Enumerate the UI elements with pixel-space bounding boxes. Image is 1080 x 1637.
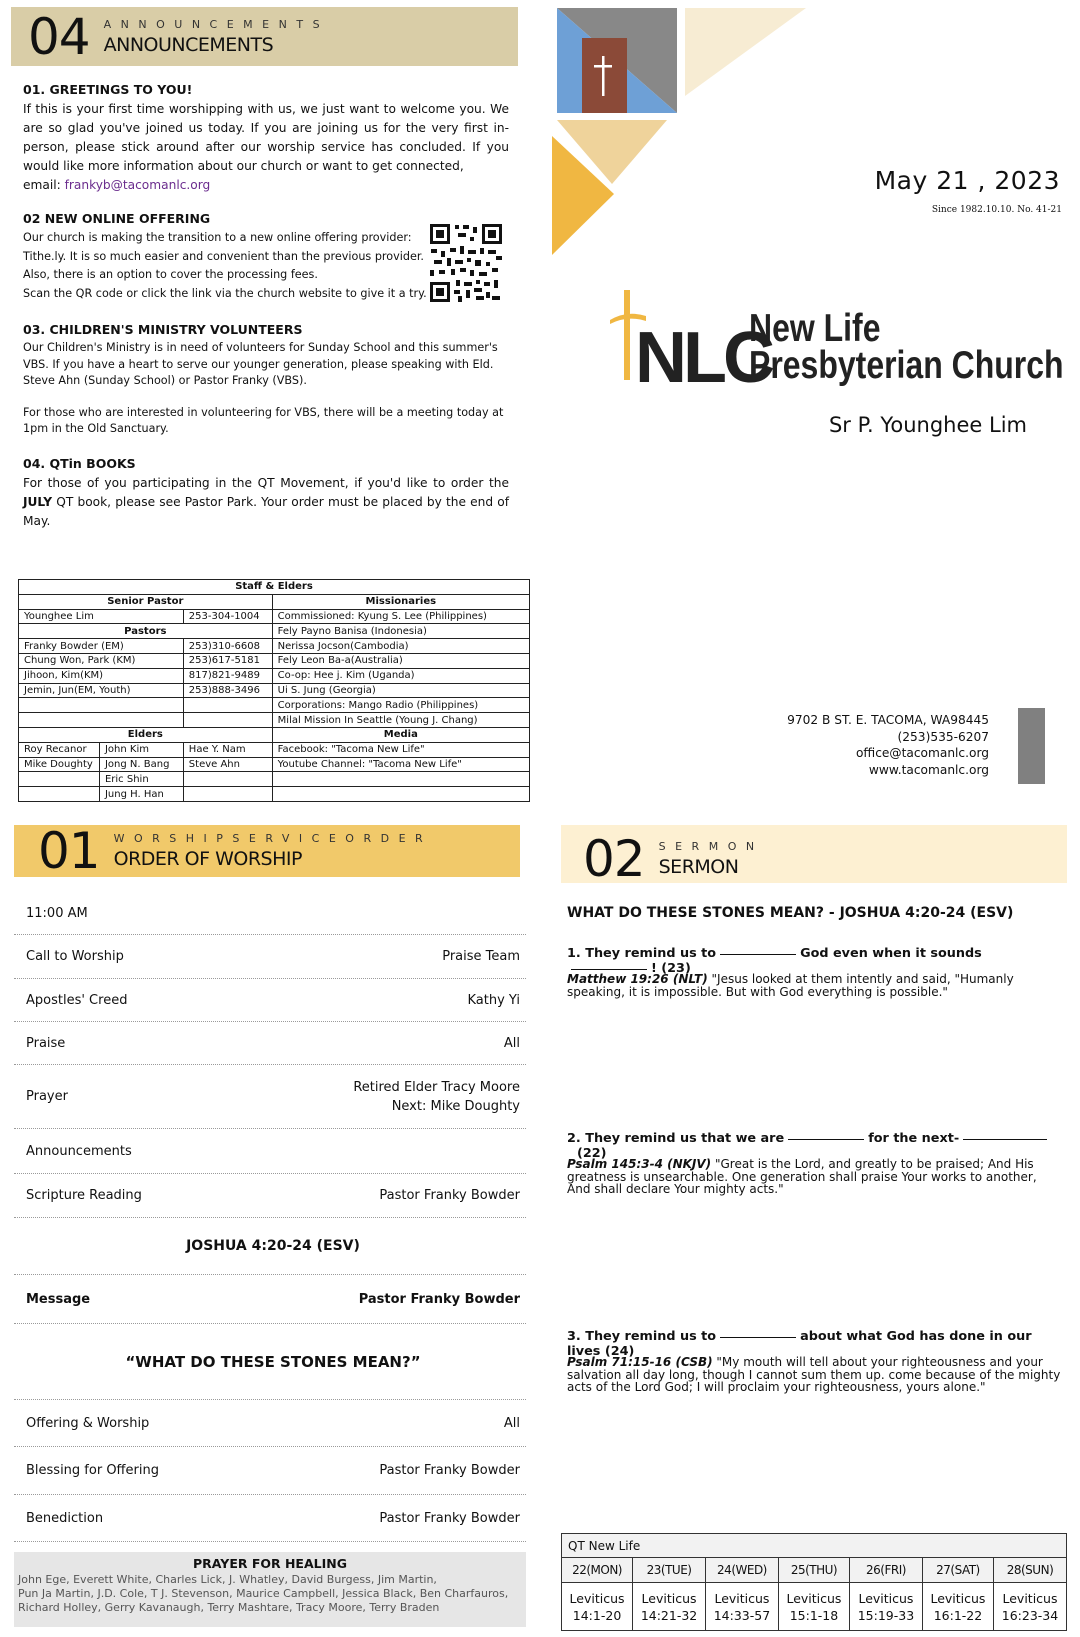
worship-item-label: Call to Worship xyxy=(26,949,124,964)
worship-item-label: Benediction xyxy=(26,1510,104,1526)
announcements-subtitle: ANNOUNCEMENTS xyxy=(103,17,330,31)
pastor-phone: 817)821-9489 xyxy=(183,668,272,683)
greetings-body: If this is your first time worshipping with us, we just want to welcome you. We are so glad you've joined us today. If you are joining us for the very first in-person, please stick around after our worship service has concluded. If you would like more information about our church or want to get connected, xyxy=(23,102,509,173)
elder-name xyxy=(183,787,272,802)
empty-cell xyxy=(183,698,272,713)
pastor-name: Jemin, Jun(EM, Youth) xyxy=(19,683,184,698)
email-link[interactable]: frankyb@tacomanlc.org xyxy=(64,178,211,192)
prayer-leader: Retired Elder Tracy Moore xyxy=(353,1079,520,1095)
sermon-verse xyxy=(567,1356,1063,1394)
message-row xyxy=(14,1275,526,1324)
prayer-for-healing xyxy=(14,1552,526,1627)
qt-passage: 16:23-34 xyxy=(1001,1607,1059,1623)
offering-line: Also, there is an option to cover the processing fees. xyxy=(23,268,318,281)
qt-book: Leviticus xyxy=(930,1590,986,1606)
qt-day: 27(SAT) xyxy=(922,1558,993,1583)
address-street: 9702 B ST. E. TACOMA, WA98445 xyxy=(787,713,989,727)
senior-pastor-header: Senior Pastor xyxy=(19,594,273,609)
qt-title: QT New Life xyxy=(562,1534,1067,1558)
point-text: for the next- xyxy=(868,1131,960,1146)
sermon-heading: WHAT DO THESE STONES MEAN? - JOSHUA 4:20-24 (ESV) xyxy=(567,905,1014,921)
point-text: about what God has done in our lives (24) xyxy=(567,1329,1032,1359)
elders-header: Elders xyxy=(19,727,273,742)
church-name-line1: New Life xyxy=(749,307,881,350)
offering-line: Scan the QR code or click the link via the church website to give it a try. xyxy=(23,286,427,300)
sermon-title-header: SERMON xyxy=(658,856,739,878)
qt-day: 24(WED) xyxy=(706,1558,779,1583)
qt-passage: 14:33-57 xyxy=(713,1607,771,1623)
verse-reference: Psalm 71:15-16 (CSB) xyxy=(567,1355,713,1369)
missionary: Nerissa Jocson(Cambodia) xyxy=(272,639,529,654)
empty-cell xyxy=(183,713,272,728)
qt-day: 28(SUN) xyxy=(994,1558,1067,1583)
media-header: Media xyxy=(272,727,529,742)
church-name xyxy=(749,307,1064,387)
worship-header xyxy=(14,822,433,880)
qt-book: Leviticus xyxy=(786,1590,842,1606)
point-text: 3. They remind us to xyxy=(567,1329,717,1344)
missionaries-header: Missionaries xyxy=(272,594,529,609)
point-text: (22) xyxy=(577,1146,607,1161)
address-gray-bar xyxy=(1018,708,1045,784)
worship-time-row xyxy=(14,893,526,935)
worship-item xyxy=(14,1174,526,1218)
announcements-number: 04 xyxy=(28,7,90,66)
worship-item-value: Pastor Franky Bowder xyxy=(379,1510,520,1526)
staff-table xyxy=(18,579,530,802)
elder-name xyxy=(19,787,100,802)
verse-reference: Psalm 145:3-4 (NKJV) xyxy=(567,1157,712,1171)
elder-name: John Kim xyxy=(99,742,183,757)
qtin-body-pre: For those of you participating in the QT Movement, if you'd like to order the xyxy=(23,476,509,490)
pastor-phone: 253)888-3496 xyxy=(183,683,272,698)
qt-book: Leviticus xyxy=(1002,1590,1058,1606)
children-block xyxy=(23,320,509,438)
worship-title: ORDER OF WORSHIP xyxy=(113,848,302,870)
senior-pastor-title: Sr P. Younghee Lim xyxy=(828,413,1027,437)
worship-item xyxy=(14,1129,526,1174)
children-heading: 03. CHILDREN'S MINISTRY VOLUNTEERS xyxy=(23,322,303,337)
address-website[interactable]: www.tacomanlc.org xyxy=(868,762,989,777)
worship-item xyxy=(14,1495,526,1542)
prayer-names-line: Richard Holley, Gerry Kavanaugh, Terry Mashtare, Tracy Moore, Terry Braden xyxy=(18,1601,440,1614)
fill-in-blank[interactable] xyxy=(571,969,647,970)
elder-name: Roy Recanor xyxy=(19,742,100,757)
empty-cell xyxy=(272,787,529,802)
email-label: email: xyxy=(23,178,65,192)
worship-item-value xyxy=(353,1078,520,1116)
elder-name xyxy=(19,772,100,787)
elder-name: Jung H. Han xyxy=(99,787,183,802)
sermon-verse xyxy=(567,973,1063,998)
qr-code[interactable] xyxy=(430,224,502,302)
cover-graphic xyxy=(552,8,812,256)
elder-name: Mike Doughty xyxy=(19,757,100,772)
missionary: Corporations: Mango Radio (Philippines) xyxy=(272,698,529,713)
qtin-block xyxy=(23,454,509,531)
qtin-body xyxy=(23,474,509,531)
qt-day: 26(FRI) xyxy=(850,1558,923,1583)
elder-name xyxy=(183,772,272,787)
qt-reading xyxy=(922,1583,993,1631)
pastor-name: Franky Bowder (EM) xyxy=(19,639,184,654)
qt-day: 22(MON) xyxy=(562,1558,633,1583)
senior-pastor-name: Younghee Lim xyxy=(19,609,184,624)
qt-book: Leviticus xyxy=(714,1590,770,1606)
worship-time: 11:00 AM xyxy=(26,906,88,921)
qt-reading xyxy=(994,1583,1067,1631)
sermon-header xyxy=(561,830,764,888)
sermon-number: 02 xyxy=(583,830,645,888)
missionary: Commissioned: Kyung S. Lee (Philippines) xyxy=(272,609,529,624)
empty-cell xyxy=(19,713,184,728)
missionary: Ui S. Jung (Georgia) xyxy=(272,683,529,698)
worship-item-label: Scripture Reading xyxy=(26,1188,142,1203)
verse-reference: Matthew 19:26 (NLT) xyxy=(567,972,708,986)
church-address xyxy=(787,712,989,778)
children-meeting: For those who are interested in volunteering for VBS, there will be a meeting today at 1pm in the Old Sanctuary. xyxy=(23,405,504,435)
church-logo xyxy=(610,290,771,398)
point-text: ! (23) xyxy=(651,961,691,976)
pastor-name: Chung Won, Park (KM) xyxy=(19,653,184,668)
address-phone: (253)535-6207 xyxy=(897,729,989,744)
qtin-body-post: QT book, please see Pastor Park. Your order must be placed by the end of May. xyxy=(23,495,509,528)
bulletin-date: May 21 , 2023 xyxy=(874,166,1060,195)
qt-day: 23(TUE) xyxy=(633,1558,706,1583)
scripture-row xyxy=(14,1218,526,1275)
worship-item xyxy=(14,935,526,979)
worship-item-label: Offering & Worship xyxy=(26,1415,150,1431)
point-text: God even when it sounds xyxy=(800,946,982,961)
cover-photo-cross xyxy=(602,56,605,96)
sermon-title-row xyxy=(14,1324,526,1400)
fill-in-blank[interactable] xyxy=(720,954,796,955)
worship-item-label: Prayer xyxy=(26,1089,68,1104)
fill-in-blank[interactable] xyxy=(720,1337,796,1338)
offering-line: Our church is making the transition to a new online offering provider: xyxy=(23,231,412,244)
qt-book: Leviticus xyxy=(858,1590,914,1606)
staff-title: Staff & Elders xyxy=(19,580,530,595)
logo-cross-icon xyxy=(624,290,630,380)
empty-cell xyxy=(272,772,529,787)
greetings-heading: 01. GREETINGS TO YOU! xyxy=(23,82,193,97)
worship-item xyxy=(14,1447,526,1495)
scripture-reference: JOSHUA 4:20-24 (ESV) xyxy=(186,1238,360,1254)
qt-reading xyxy=(562,1583,633,1631)
point-text: 1. They remind us to xyxy=(567,946,717,961)
elder-name: Hae Y. Nam xyxy=(183,742,272,757)
prayer-names-line: John Ege, Everett White, Charles Lick, J. Whatley, David Burgess, Jim Martin, xyxy=(18,1573,437,1586)
missionary: Fely Payno Banisa (Indonesia) xyxy=(272,624,529,639)
pastors-header: Pastors xyxy=(19,624,273,639)
worship-item-value: Pastor Franky Bowder xyxy=(379,1463,520,1478)
missionary: Fely Leon Ba-a(Australia) xyxy=(272,653,529,668)
worship-item-label: Blessing for Offering xyxy=(26,1463,159,1478)
verse-text: "Great is the Lord, and greatly to be praised; And His greatness is unsearchable. One generation shall praise Your works to another, And shall declare Your mighty acts." xyxy=(567,1157,1037,1196)
pastor-name: Jihoon, Kim(KM) xyxy=(19,668,184,683)
fill-in-blank[interactable] xyxy=(963,1139,1047,1140)
verse-text: "My mouth will tell about your righteousness and your salvation all day long, though I cannot sum them up. come because of the mighty acts of the Lord God; I will proclaim your righteousness, yours alone." xyxy=(567,1355,1061,1394)
qtin-heading: 04. QTin BOOKS xyxy=(23,456,136,471)
qt-reading xyxy=(706,1583,779,1631)
pastor-phone: 253)310-6608 xyxy=(183,639,272,654)
offering-line: Tithe.ly. It is so much easier and convenient than the previous provider. xyxy=(23,249,424,263)
qt-reading xyxy=(850,1583,923,1631)
announcements-header xyxy=(11,7,329,66)
qt-reading-table xyxy=(561,1533,1067,1631)
pastor-phone: 253)617-5181 xyxy=(183,653,272,668)
point-text: 2. They remind us that we are xyxy=(567,1131,785,1146)
qt-passage: 16:1-22 xyxy=(933,1607,983,1623)
missionary: Milal Mission In Seattle (Young J. Chang) xyxy=(272,713,529,728)
worship-item-label: Praise xyxy=(26,1035,66,1051)
worship-item xyxy=(14,979,526,1022)
qt-book: Leviticus xyxy=(569,1590,625,1606)
worship-number: 01 xyxy=(38,822,100,880)
prayer-title: PRAYER FOR HEALING xyxy=(193,1556,347,1571)
media-item: Youtube Channel: "Tacoma New Life" xyxy=(272,757,529,772)
since-line: Since 1982.10.10. No. 41-21 xyxy=(931,205,1062,215)
qt-passage: 14:1-20 xyxy=(572,1607,622,1623)
worship-item-value: All xyxy=(503,1035,520,1051)
offering-heading: 02 NEW ONLINE OFFERING xyxy=(23,211,211,226)
senior-pastor-phone: 253-304-1004 xyxy=(183,609,272,624)
announcements-title: ANNOUNCEMENTS xyxy=(103,33,274,56)
sermon-title: “WHAT DO THESE STONES MEAN?” xyxy=(125,1352,421,1371)
fill-in-blank[interactable] xyxy=(788,1139,864,1140)
address-email[interactable]: office@tacomanlc.org xyxy=(855,746,989,760)
sermon-verse xyxy=(567,1158,1063,1196)
message-preacher: Pastor Franky Bowder xyxy=(358,1291,520,1307)
sermon-subtitle: SERMON xyxy=(658,840,764,853)
qt-reading xyxy=(778,1583,849,1631)
prayer-next: Next: Mike Doughty xyxy=(391,1098,520,1114)
worship-item xyxy=(14,1022,526,1065)
elder-name: Eric Shin xyxy=(99,772,183,787)
elder-name: Jong N. Bang xyxy=(99,757,183,772)
media-item: Facebook: "Tacoma New Life" xyxy=(272,742,529,757)
worship-item-label: Announcements xyxy=(26,1143,132,1159)
qtin-month: JULY xyxy=(23,495,53,509)
children-body: Our Children's Ministry is in need of volunteers for Sunday School and this summer's VBS. If you have a heart to serve our younger generation, please speaking with Eld. Steve Ahn (Sunday School) or Pastor Franky (VBS). xyxy=(23,341,498,387)
qt-book: Leviticus xyxy=(641,1590,697,1606)
qt-passage: 15:1-18 xyxy=(789,1607,839,1623)
missionary: Co-op: Hee j. Kim (Uganda) xyxy=(272,668,529,683)
worship-item-value: Praise Team xyxy=(442,949,520,964)
worship-item xyxy=(14,1400,526,1447)
worship-item-value: Pastor Franky Bowder xyxy=(379,1188,520,1203)
worship-item xyxy=(14,1065,526,1129)
worship-item-value: All xyxy=(503,1415,520,1431)
church-name-line2: Presbyterian Church xyxy=(749,344,1064,387)
worship-item-label: Apostles' Creed xyxy=(26,992,128,1008)
greetings-block xyxy=(23,80,509,195)
worship-subtitle: WORSHIPSERVICEORDER xyxy=(113,832,433,845)
verse-text: "Jesus looked at them intently and said, "Humanly speaking, it is impossible. But with God everything is possible." xyxy=(567,972,1014,999)
cover-cream-triangle xyxy=(685,8,806,96)
qt-reading xyxy=(633,1583,706,1631)
qt-day: 25(THU) xyxy=(778,1558,849,1583)
elder-name: Steve Ahn xyxy=(183,757,272,772)
empty-cell xyxy=(19,698,184,713)
logo-text: NLC xyxy=(635,318,771,398)
qt-passage: 15:19-33 xyxy=(857,1607,915,1623)
worship-item-value: Kathy Yi xyxy=(467,992,520,1008)
prayer-names-line: Pun Ja Martin, J.D. Cole, T J. Stevenson, Maurice Campbell, Jessica Black, Ben Charfauros, xyxy=(18,1587,509,1600)
message-label: Message xyxy=(26,1291,91,1307)
qt-passage: 14:21-32 xyxy=(640,1607,698,1623)
